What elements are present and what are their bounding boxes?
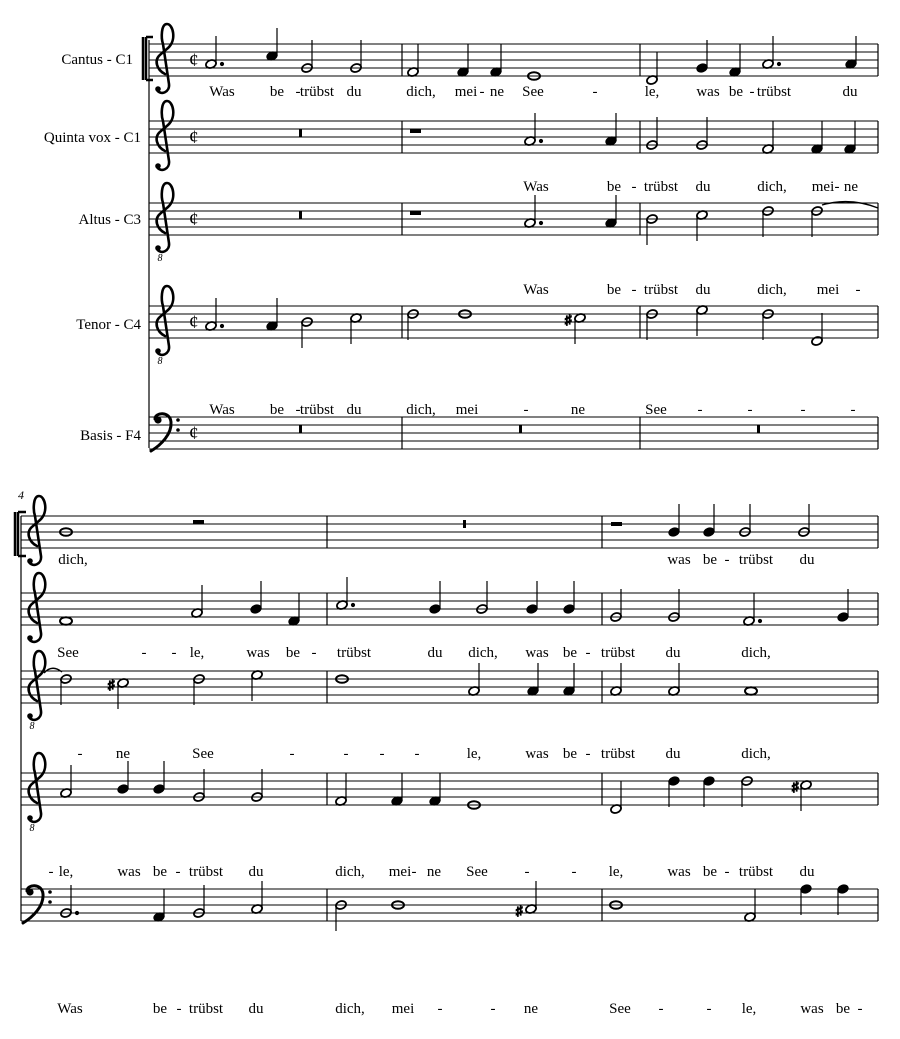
lyric-syllable: - — [585, 645, 591, 661]
clefs-system-1 — [151, 24, 199, 451]
lyric-syllable: le, — [189, 645, 205, 661]
lyric-syllable: le, — [741, 1001, 757, 1017]
lyric-syllable: be — [702, 552, 718, 568]
lyrics-system-2 — [49, 552, 863, 1017]
lyric-syllable: Was — [209, 402, 235, 418]
lyric-syllable: du — [665, 645, 681, 661]
lyric-syllable: trübst — [600, 645, 636, 661]
lyric-syllable: Was — [523, 179, 549, 195]
bass-clef-icon — [151, 414, 180, 451]
lyric-syllable: Was — [209, 84, 235, 100]
lyric-syllable: mei — [816, 282, 840, 298]
lyric-syllable: be — [562, 746, 578, 762]
lyric-syllable: be — [269, 84, 285, 100]
lyric-syllable: was — [117, 864, 141, 880]
treble-8-clef-icon — [155, 183, 173, 264]
lyric-syllable: - — [697, 402, 703, 418]
meter-sign: ¢ — [189, 50, 199, 71]
svg-text:♯: ♯ — [565, 312, 572, 327]
lyric-syllable: be — [606, 179, 622, 195]
lyric-syllable: - — [171, 645, 177, 661]
lyric-syllable: be — [728, 84, 744, 100]
staff-lines-system-1 — [149, 44, 878, 449]
lyric-syllable: - — [523, 402, 529, 418]
part-name: Basis - F4 — [80, 428, 141, 444]
lyric-syllable: mei — [455, 402, 479, 418]
lyric-syllable: - — [631, 179, 637, 195]
lyric-syllable: - — [343, 746, 349, 762]
barlines-system-2 — [327, 516, 878, 921]
lyric-syllable: was — [667, 552, 691, 568]
lyric-syllable: be — [152, 1001, 168, 1017]
svg-text:♯: ♯ — [108, 677, 115, 692]
lyric-syllable: - — [724, 864, 730, 880]
lyric-syllable: - — [724, 552, 730, 568]
treble-8-clef-icon — [155, 286, 173, 367]
lyric-syllable: - — [857, 1001, 863, 1017]
lyric-syllable: See — [522, 84, 544, 100]
lyric-syllable: trübst — [336, 645, 372, 661]
lyric-syllable: du — [799, 552, 815, 568]
lyric-syllable: dich, — [757, 179, 787, 195]
lyric-syllable: ne — [426, 864, 442, 880]
lyric-syllable: be — [702, 864, 718, 880]
meter-sign: ¢ — [189, 127, 199, 148]
lyric-syllable: - — [379, 746, 385, 762]
meter-sign: ¢ — [189, 312, 199, 333]
lyric-syllable: du — [346, 84, 362, 100]
lyric-syllable: trübst — [738, 552, 774, 568]
lyric-syllable: - — [855, 282, 861, 298]
treble-8-clef-icon — [27, 651, 45, 732]
part-name: Tenor - C4 — [76, 317, 141, 333]
lyric-syllable: - — [749, 84, 755, 100]
lyric-syllable: Was — [523, 282, 549, 298]
lyric-syllable: dich, — [335, 1001, 365, 1017]
lyric-syllable: ne — [115, 746, 131, 762]
lyric-syllable: be — [562, 645, 578, 661]
lyric-syllable: - — [747, 402, 753, 418]
system-1 — [44, 37, 153, 448]
lyric-syllable: - — [77, 746, 83, 762]
lyric-syllable: - — [631, 282, 637, 298]
lyric-syllable: - — [706, 1001, 712, 1017]
lyric-syllable: Was — [57, 1001, 83, 1017]
lyric-syllable: trübst — [299, 402, 335, 418]
lyric-syllable: - — [289, 746, 295, 762]
lyric-syllable: was — [667, 864, 691, 880]
lyric-syllable: le, — [644, 84, 660, 100]
lyric-syllable: See — [645, 402, 667, 418]
lyric-syllable: be — [269, 402, 285, 418]
lyric-syllable: - — [295, 402, 301, 418]
lyric-syllable: - — [592, 84, 598, 100]
measure-number: 4 — [18, 488, 24, 502]
lyric-syllable: - — [800, 402, 806, 418]
lyric-syllable: was — [525, 746, 549, 762]
lyric-syllable: ne — [570, 402, 586, 418]
lyric-syllable: - — [141, 645, 147, 661]
lyric-syllable: dich, — [741, 645, 771, 661]
lyric-syllable: du — [427, 645, 443, 661]
lyric-syllable: du — [695, 282, 711, 298]
part-name: Cantus - C1 — [61, 52, 133, 68]
lyric-syllable: - — [311, 645, 317, 661]
lyric-syllable: - — [175, 864, 181, 880]
treble-clef-icon — [27, 496, 45, 565]
lyric-syllable: - — [658, 1001, 664, 1017]
lyric-syllable: - — [176, 1001, 182, 1017]
lyric-syllable: du — [346, 402, 362, 418]
lyric-syllable: dich, — [406, 84, 436, 100]
lyric-syllable: du — [248, 1001, 264, 1017]
lyric-syllable: be — [835, 1001, 851, 1017]
lyric-syllable: - — [437, 1001, 443, 1017]
lyric-syllable: du — [799, 864, 815, 880]
lyric-syllable: ne — [489, 84, 505, 100]
lyric-syllable: dich, — [335, 864, 365, 880]
lyric-syllable: - — [295, 84, 301, 100]
treble-clef-icon — [155, 101, 173, 170]
treble-clef-icon — [155, 24, 173, 93]
lyric-syllable: - — [585, 746, 591, 762]
lyric-syllable: mei — [454, 84, 478, 100]
lyric-syllable: See — [466, 864, 488, 880]
lyric-syllable: See — [609, 1001, 631, 1017]
lyric-syllable: du — [842, 84, 858, 100]
lyric-syllable: was — [246, 645, 270, 661]
lyric-syllable: See — [192, 746, 214, 762]
lyric-syllable: du — [695, 179, 711, 195]
lyric-syllable: trübst — [643, 179, 679, 195]
lyric-syllable: - — [414, 746, 420, 762]
staff-lines-system-2 — [21, 516, 878, 921]
lyric-syllable: mei — [391, 1001, 415, 1017]
lyric-syllable: be — [152, 864, 168, 880]
lyric-syllable: ne — [523, 1001, 539, 1017]
bracket — [143, 37, 153, 80]
lyric-syllable: du — [665, 746, 681, 762]
lyric-syllable: mei — [388, 864, 412, 880]
lyric-syllable: trübst — [738, 864, 774, 880]
lyric-syllable: - — [850, 402, 856, 418]
lyric-syllable: trübst — [643, 282, 679, 298]
lyric-syllable: was — [800, 1001, 824, 1017]
meter-sign: ¢ — [189, 423, 199, 444]
lyric-syllable: dich, — [58, 552, 88, 568]
lyric-syllable: le, — [58, 864, 74, 880]
lyric-syllable: - — [48, 864, 54, 880]
lyric-syllable: dich, — [741, 746, 771, 762]
bass-clef-icon — [23, 886, 52, 923]
lyric-syllable: See — [57, 645, 79, 661]
meter-sign: ¢ — [189, 209, 199, 230]
lyric-syllable: - — [411, 864, 417, 880]
part-name: Altus - C3 — [78, 212, 141, 228]
lyric-syllable: - — [479, 84, 485, 100]
svg-text:♯: ♯ — [516, 903, 523, 918]
lyric-syllable: be — [285, 645, 301, 661]
svg-text:♯: ♯ — [792, 779, 799, 794]
lyric-syllable: dich, — [468, 645, 498, 661]
lyric-syllable: trübst — [188, 1001, 224, 1017]
lyric-syllable: ne — [843, 179, 859, 195]
part-name: Quinta vox - C1 — [43, 130, 141, 146]
treble-clef-icon — [27, 573, 45, 642]
lyric-syllable: trübst — [756, 84, 792, 100]
lyric-syllable: was — [525, 645, 549, 661]
lyric-syllable: - — [490, 1001, 496, 1017]
clefs-system-2 — [23, 496, 52, 923]
lyric-syllable: dich, — [406, 402, 436, 418]
barlines-system-1 — [402, 44, 878, 449]
lyric-syllable: mei — [811, 179, 835, 195]
lyric-syllable: le, — [608, 864, 624, 880]
lyric-syllable: be — [606, 282, 622, 298]
lyric-syllable: trübst — [188, 864, 224, 880]
lyric-syllable: - — [834, 179, 840, 195]
lyric-syllable: du — [248, 864, 264, 880]
lyric-syllable: le, — [466, 746, 482, 762]
lyric-syllable: - — [571, 864, 577, 880]
lyric-syllable: dich, — [757, 282, 787, 298]
lyric-syllable: trübst — [299, 84, 335, 100]
lyric-syllable: was — [696, 84, 720, 100]
lyric-syllable: trübst — [600, 746, 636, 762]
lyric-syllable: - — [524, 864, 530, 880]
treble-8-clef-icon — [27, 753, 45, 834]
